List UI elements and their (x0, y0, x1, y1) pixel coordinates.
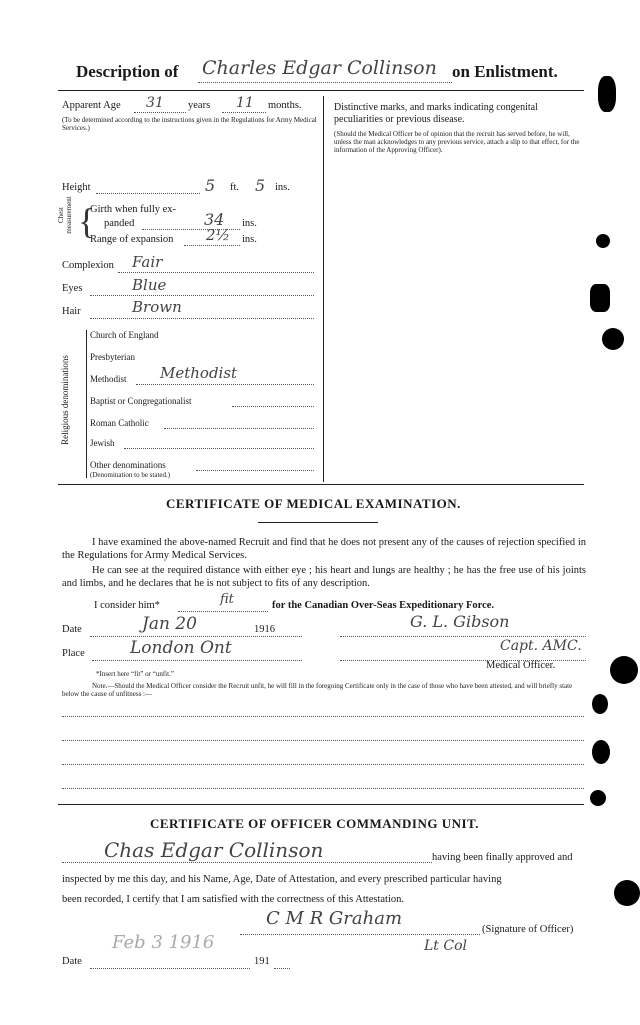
girth-label-2: panded (104, 218, 135, 229)
medical-para-2: He can see at the required distance with either eye ; his heart and lungs are healthy ; he has the free use of his joints and limbs, and he declares that he is not subject to fits of any description. (62, 565, 586, 589)
girth-value: 34 (204, 210, 225, 229)
age-years-value: 31 (146, 95, 164, 111)
apparent-age-label: Apparent Age (62, 100, 121, 111)
section-rule-1 (58, 484, 584, 485)
chest-brace: { (78, 201, 96, 241)
header-suffix: on Enlistment. (452, 62, 558, 81)
header-prefix: Description of (76, 62, 179, 81)
officer-signature: C M R Graham (266, 908, 403, 929)
hair-label: Hair (62, 306, 81, 317)
officer-signature-label: (Signature of Officer) (482, 924, 574, 935)
months-label: months. (268, 100, 302, 111)
chest-label: Chest measurement (57, 196, 73, 234)
medical-title-rule (258, 522, 378, 523)
range-line (184, 245, 240, 246)
eyes-line (90, 295, 314, 296)
religion-baptist: Baptist or Congregationalist (90, 396, 192, 406)
officer-name-value: Chas Edgar Collinson (104, 838, 324, 862)
consider-value: fit (220, 592, 234, 607)
range-unit: ins. (242, 234, 257, 245)
punch-hole-mark (592, 694, 608, 714)
insert-note: *Insert here “fit” or “unfit.” (96, 670, 174, 678)
med-date-line (90, 636, 302, 637)
methodist-line (136, 384, 314, 385)
med-rank: Capt. AMC. (500, 638, 582, 654)
consider-suffix: for the Canadian Over-Seas Expeditionary Force. (272, 600, 495, 611)
med-place-line (92, 660, 302, 661)
officer-title: CERTIFICATE OF OFFICER COMMANDING UNIT. (150, 816, 479, 831)
complexion-label: Complexion (62, 260, 114, 271)
medical-para-1: I have examined the above-named Recruit and find that he does not present any of the causes of rejection specified in the Regulations for Army Medical Services. (62, 537, 586, 561)
religion-presbyterian: Presbyterian (90, 352, 135, 362)
med-year-print: 1916 (254, 624, 275, 635)
religion-other: Other denominations (90, 460, 166, 470)
religion-note: (Denomination to be stated.) (90, 471, 171, 479)
religion-value: Methodist (160, 364, 238, 382)
officer-name-line (62, 862, 432, 863)
complexion-line (118, 272, 314, 273)
punch-hole-mark (590, 790, 606, 806)
unfit-line-3 (62, 764, 584, 765)
med-place-value: London Ont (130, 638, 232, 658)
ft-label: ft. (230, 182, 240, 193)
jewish-line (124, 448, 314, 449)
religion-church-england: Church of England (90, 330, 159, 340)
medical-note: Note.—Should the Medical Officer consider the Recruit unfit, he will fill in the foregoing Certificate only in the case of those who have been attested, and will briefly state below the cause of unfitness :— (62, 682, 573, 698)
height-ins-value: 5 (255, 176, 266, 195)
medical-title: CERTIFICATE OF MEDICAL EXAMINATION. (166, 496, 461, 511)
med-signature-line (340, 636, 586, 637)
age-note: (To be determined according to the instructions given in the Regulations for Army Medical Services.) (62, 116, 317, 132)
height-line (96, 193, 200, 194)
punch-hole-mark (592, 740, 610, 764)
column-divider (323, 96, 324, 482)
marks-note: (Should the Medical Officer be of opinion that the recruit has served before, he will, unless the man acknowledges to any previous service, attach a slip to that effect, for the information of the Approving Officer). (334, 130, 580, 154)
marks-title: Distinctive marks, and marks indicating congenital peculiarities or previous disease. (334, 102, 538, 125)
officer-year-line (274, 968, 290, 969)
section-rule-2 (58, 804, 584, 805)
officer-year-print: 191 (254, 956, 270, 967)
eyes-label: Eyes (62, 283, 83, 294)
age-months-value: 11 (236, 95, 254, 111)
punch-hole-mark (610, 656, 638, 684)
punch-hole-mark (590, 284, 610, 312)
officer-date-value: Feb 3 1916 (112, 932, 215, 953)
catholic-line (164, 428, 314, 429)
unfit-line-4 (62, 788, 584, 789)
ins-label: ins. (275, 182, 290, 193)
punch-hole-mark (596, 234, 610, 248)
officer-date-label: Date (62, 956, 82, 967)
officer-line-2: inspected by me this day, and his Name, Age, Date of Attestation, and every prescribed particular having (62, 874, 502, 885)
range-label: Range of expansion (90, 234, 174, 245)
officer-date-line (90, 968, 250, 969)
hair-value: Brown (132, 298, 182, 316)
height-label: Height (62, 182, 91, 193)
religion-jewish: Jewish (90, 438, 115, 448)
complexion-value: Fair (132, 253, 163, 271)
religion-bracket (86, 330, 87, 478)
punch-hole-mark (598, 76, 616, 112)
consider-label: I consider him* (94, 600, 160, 611)
range-value: 2½ (206, 226, 231, 244)
header-rule (58, 90, 584, 91)
officer-line-3: been recorded, I certify that I am satisfied with the correctness of this Attestation. (62, 894, 405, 905)
officer-rank: Lt Col (424, 938, 467, 954)
consider-line (178, 611, 268, 612)
recruit-name: Charles Edgar Collinson (202, 57, 437, 79)
girth-unit: ins. (242, 218, 257, 229)
height-ft-value: 5 (205, 176, 216, 195)
unfit-line-2 (62, 740, 584, 741)
hair-line (90, 318, 314, 319)
med-signature: G. L. Gibson (410, 612, 510, 631)
religion-methodist: Methodist (90, 374, 127, 384)
age-years-line (134, 112, 186, 113)
eyes-value: Blue (132, 276, 167, 294)
religion-label: Religious denominations (60, 355, 70, 445)
religion-roman-catholic: Roman Catholic (90, 418, 149, 428)
girth-label-1: Girth when fully ex- (90, 204, 177, 215)
header-name-line (198, 82, 452, 83)
baptist-line (232, 406, 314, 407)
years-label: years (188, 100, 211, 111)
med-date-value: Jan 20 (142, 614, 197, 634)
medical-officer-label: Medical Officer. (486, 660, 556, 671)
med-date-label: Date (62, 624, 82, 635)
med-place-label: Place (62, 648, 85, 659)
punch-hole-mark (614, 880, 640, 906)
officer-signature-line (240, 934, 480, 935)
age-months-line (222, 112, 266, 113)
punch-hole-mark (602, 328, 624, 350)
officer-line-1: having been finally approved and (432, 852, 573, 863)
unfit-line-1 (62, 716, 584, 717)
